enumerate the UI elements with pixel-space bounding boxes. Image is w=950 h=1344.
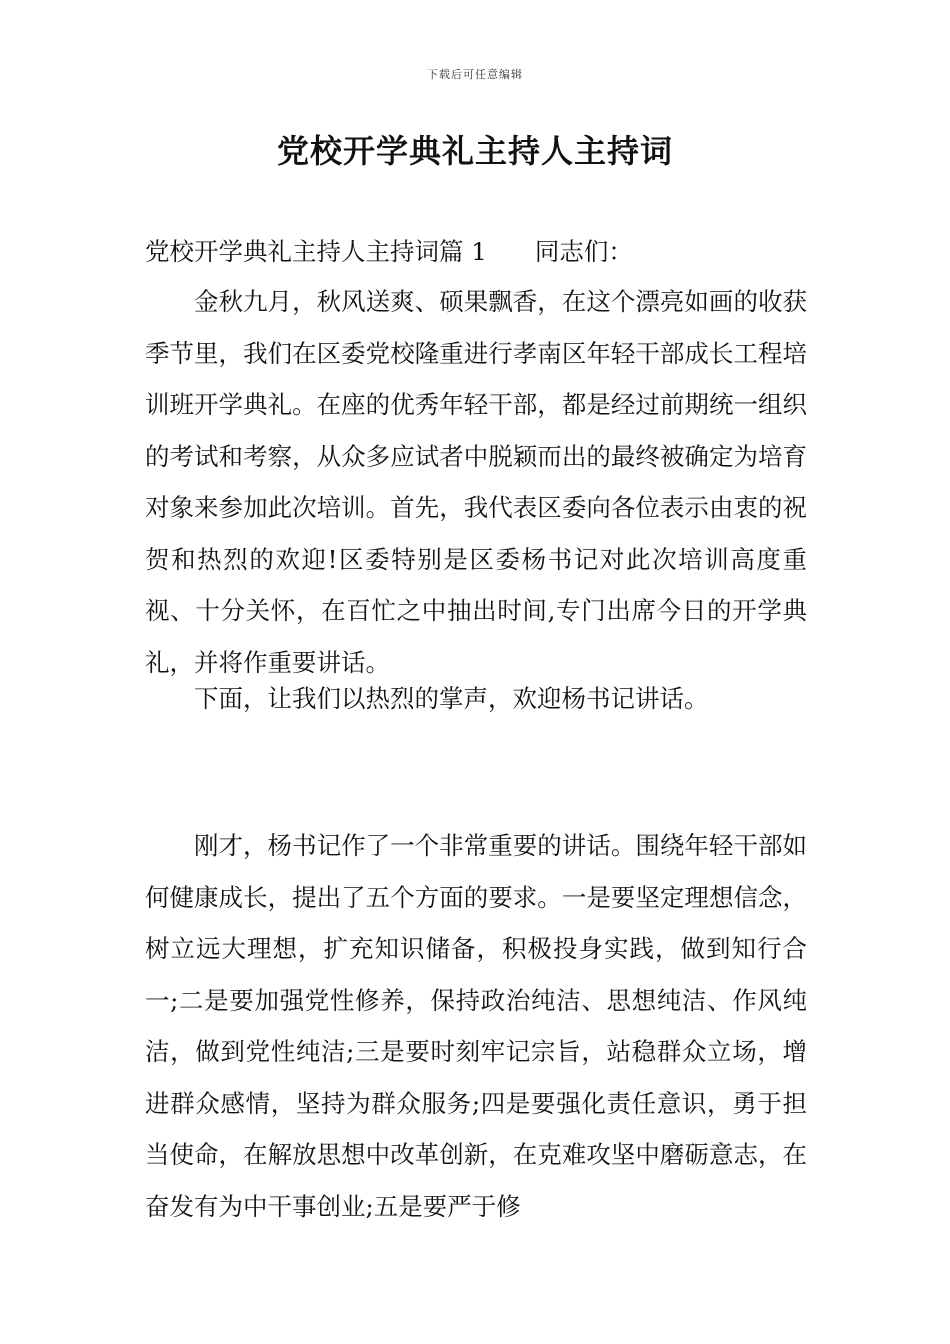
salutation: 同志们： — [534, 237, 633, 266]
paragraph-summary: 刚才，杨书记作了一个非常重要的讲话。围绕年轻干部如何健康成长，提出了五个方面的要求。一是要坚定理想信念，树立远大理想，扩充知识储备，积极投身实践，做到知行合一;二是要加强党性修养，保持政治纯洁、思想纯洁、作风纯洁，做到党性纯洁;三是要时刻牢记宗旨，站稳群众立场，增进群众感情，坚持为群众服务;四是要强化责任意识，勇于担当使命，在解放思想中改革创新，在克难攻坚中磨砺意志，在奋发有为中干事创业;五是要严于修 — [145, 831, 807, 1221]
section-label: 党校开学典礼主持人主持词篇 1 — [145, 237, 487, 266]
document-title: 党校开学典礼主持人主持词 — [276, 132, 673, 170]
intro-line — [145, 226, 807, 278]
header-note: 下载后可任意编辑 — [427, 68, 523, 81]
paragraph-invite: 下面，让我们以热烈的掌声，欢迎杨书记讲话。 — [194, 684, 709, 713]
paragraph-opening: 金秋九月，秋风送爽、硕果飘香，在这个漂亮如画的收获季节里，我们在区委党校隆重进行孝南区年轻干部成长工程培训班开学典礼。在座的优秀年轻干部，都是经过前期统一组织的考试和考察，从众多应试者中脱颖而出的最终被确定为培育对象来参加此次培训。首先，我代表区委向各位表示由衷的祝贺和热烈的欢迎!区委特别是区委杨书记对此次培训高度重视、十分关怀，在百忙之中抽出时间,专门出席今日的开学典礼，并将作重要讲话。 — [145, 287, 807, 677]
